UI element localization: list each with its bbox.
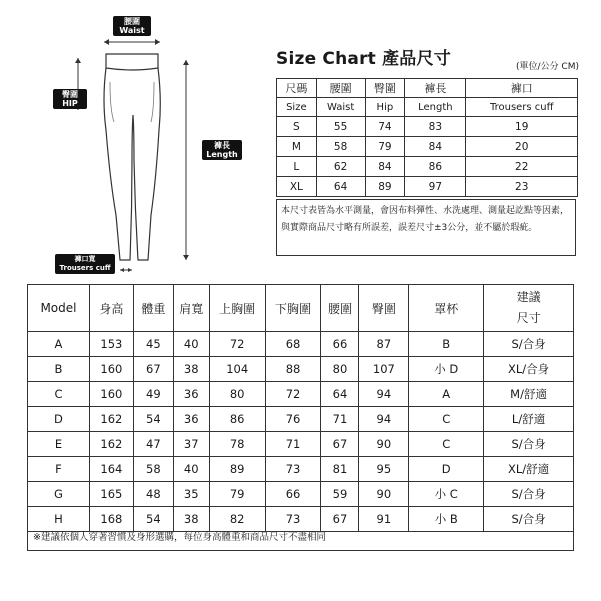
suggested-size-cell: M/舒適 (484, 382, 574, 407)
cup-cell: 小 D (409, 357, 484, 382)
waist-cell: 81 (321, 457, 359, 482)
upper-bust-cell: 72 (209, 332, 265, 357)
height-cell: 168 (89, 507, 133, 532)
shoulder-cell: 35 (173, 482, 209, 507)
height-cell: 160 (89, 382, 133, 407)
model-header-cell: 體重 (133, 285, 173, 332)
length-cell: 83 (405, 117, 466, 137)
length-label (202, 140, 242, 160)
size-chart-title: Size Chart 產品尺寸 (276, 49, 451, 69)
waist-cell: 71 (321, 407, 359, 432)
cuff-label-text: 褲口寬 Trousers cuff (59, 255, 111, 272)
suggested-size-cell: S/合身 (484, 432, 574, 457)
waist-label (113, 16, 151, 36)
under-bust-cell: 73 (265, 457, 321, 482)
table-row (277, 137, 578, 157)
suggested-size-cell: XL/合身 (484, 357, 574, 382)
model-id-cell: F (28, 457, 90, 482)
upper-bust-cell: 78 (209, 432, 265, 457)
suggested-size-cell: L/舒適 (484, 407, 574, 432)
cup-cell: 小 C (409, 482, 484, 507)
model-table (27, 284, 574, 532)
cuff-cell: 20 (466, 137, 578, 157)
model-header-row (28, 285, 574, 332)
cuff-cell: 19 (466, 117, 578, 137)
model-header-cell: Model (28, 285, 90, 332)
col-zh: 尺碼 (277, 79, 317, 98)
model-id-cell: E (28, 432, 90, 457)
model-id-cell: A (28, 332, 90, 357)
weight-cell: 47 (133, 432, 173, 457)
cup-cell: A (409, 382, 484, 407)
col-en: Trousers cuff (466, 98, 578, 117)
upper-bust-cell: 89 (209, 457, 265, 482)
under-bust-cell: 88 (265, 357, 321, 382)
weight-cell: 54 (133, 507, 173, 532)
under-bust-cell: 68 (265, 332, 321, 357)
model-footnote (27, 527, 574, 551)
hip-cell: 90 (359, 482, 409, 507)
length-cell: 86 (405, 157, 466, 177)
table-row (277, 157, 578, 177)
cup-cell: D (409, 457, 484, 482)
weight-cell: 54 (133, 407, 173, 432)
upper-bust-cell: 79 (209, 482, 265, 507)
waist-cell: 59 (321, 482, 359, 507)
size-cell: L (277, 157, 317, 177)
hip-cell: 107 (359, 357, 409, 382)
table-row (277, 117, 578, 137)
size-chart-table (276, 78, 578, 197)
height-cell: 160 (89, 357, 133, 382)
waist-label-text: 腰圍 Waist (119, 17, 145, 35)
hip-label-text: 臀圍 HIP (62, 90, 78, 108)
under-bust-cell: 66 (265, 482, 321, 507)
size-chart-unit: (單位/公分 CM) (516, 62, 579, 72)
cup-cell: B (409, 332, 484, 357)
upper-bust-cell: 82 (209, 507, 265, 532)
shoulder-cell: 38 (173, 507, 209, 532)
waist-cell: 66 (321, 332, 359, 357)
length-label-text: 褲長 Length (206, 141, 238, 159)
shoulder-cell: 40 (173, 332, 209, 357)
shoulder-cell: 36 (173, 407, 209, 432)
model-header-cell: 建議 尺寸 (484, 285, 574, 332)
col-en: Size (277, 98, 317, 117)
model-header-cell: 下胸圍 (265, 285, 321, 332)
waist-cell: 67 (321, 432, 359, 457)
upper-bust-cell: 86 (209, 407, 265, 432)
hip-cell: 90 (359, 432, 409, 457)
model-id-cell: C (28, 382, 90, 407)
hip-cell: 84 (365, 157, 405, 177)
hip-cell: 74 (365, 117, 405, 137)
col-en: Hip (365, 98, 405, 117)
waist-cell: 64 (321, 382, 359, 407)
suggested-size-cell: S/合身 (484, 507, 574, 532)
weight-cell: 45 (133, 332, 173, 357)
size-chart-note (276, 199, 576, 256)
model-header-cell: 臀圍 (359, 285, 409, 332)
upper-bust-cell: 104 (209, 357, 265, 382)
model-id-cell: D (28, 407, 90, 432)
table-row (28, 457, 574, 482)
model-header-cell: 肩寬 (173, 285, 209, 332)
size-cell: M (277, 137, 317, 157)
col-en: Length (405, 98, 466, 117)
cup-cell: C (409, 407, 484, 432)
suggested-size-cell: XL/舒適 (484, 457, 574, 482)
col-zh: 腰圍 (316, 79, 365, 98)
table-row (28, 357, 574, 382)
model-header-cell: 上胸圍 (209, 285, 265, 332)
height-cell: 165 (89, 482, 133, 507)
height-cell: 164 (89, 457, 133, 482)
table-row (28, 432, 574, 457)
size-header-zh (277, 79, 578, 98)
shoulder-cell: 38 (173, 357, 209, 382)
shoulder-cell: 37 (173, 432, 209, 457)
cup-cell: 小 B (409, 507, 484, 532)
model-header-cell: 身高 (89, 285, 133, 332)
table-row (28, 482, 574, 507)
col-en: Waist (316, 98, 365, 117)
height-cell: 162 (89, 432, 133, 457)
shoulder-cell: 36 (173, 382, 209, 407)
hip-label (53, 89, 87, 109)
waist-cell: 64 (316, 177, 365, 197)
hip-cell: 94 (359, 407, 409, 432)
hip-cell: 87 (359, 332, 409, 357)
table-row (28, 332, 574, 357)
hip-cell: 89 (365, 177, 405, 197)
under-bust-cell: 73 (265, 507, 321, 532)
model-header-cell: 罩杯 (409, 285, 484, 332)
size-header-en (277, 98, 578, 117)
waist-cell: 80 (321, 357, 359, 382)
weight-cell: 58 (133, 457, 173, 482)
suggested-size-cell: S/合身 (484, 332, 574, 357)
cuff-label (55, 254, 115, 274)
waist-cell: 62 (316, 157, 365, 177)
upper-bust-cell: 80 (209, 382, 265, 407)
height-cell: 162 (89, 407, 133, 432)
waist-cell: 67 (321, 507, 359, 532)
weight-cell: 48 (133, 482, 173, 507)
model-id-cell: B (28, 357, 90, 382)
weight-cell: 67 (133, 357, 173, 382)
waist-cell: 58 (316, 137, 365, 157)
shoulder-cell: 40 (173, 457, 209, 482)
weight-cell: 49 (133, 382, 173, 407)
model-footnote-text: ※建議依個人穿著習慣及身形選購，每位身高體重和商品尺寸不盡相同 (33, 532, 326, 543)
under-bust-cell: 71 (265, 432, 321, 457)
model-id-cell: G (28, 482, 90, 507)
hip-cell: 94 (359, 382, 409, 407)
under-bust-cell: 72 (265, 382, 321, 407)
length-cell: 97 (405, 177, 466, 197)
model-header-cell: 腰圍 (321, 285, 359, 332)
cup-cell: C (409, 432, 484, 457)
cuff-cell: 23 (466, 177, 578, 197)
under-bust-cell: 76 (265, 407, 321, 432)
size-cell: XL (277, 177, 317, 197)
size-chart-note-text: 本尺寸表皆為水平測量，會因布料彈性、水洗處理、測量起訖點等因素，與實際商品尺寸略有所誤差，誤差尺寸±3公分，並不屬於瑕疵。 (281, 206, 570, 233)
cuff-cell: 22 (466, 157, 578, 177)
suggested-size-cell: S/合身 (484, 482, 574, 507)
hip-cell: 79 (365, 137, 405, 157)
col-zh: 褲口 (466, 79, 578, 98)
hip-cell: 91 (359, 507, 409, 532)
waist-cell: 55 (316, 117, 365, 137)
height-cell: 153 (89, 332, 133, 357)
table-row (28, 407, 574, 432)
model-id-cell: H (28, 507, 90, 532)
length-cell: 84 (405, 137, 466, 157)
hip-cell: 95 (359, 457, 409, 482)
table-row (28, 382, 574, 407)
table-row (277, 177, 578, 197)
col-zh: 褲長 (405, 79, 466, 98)
size-cell: S (277, 117, 317, 137)
col-zh: 臀圍 (365, 79, 405, 98)
